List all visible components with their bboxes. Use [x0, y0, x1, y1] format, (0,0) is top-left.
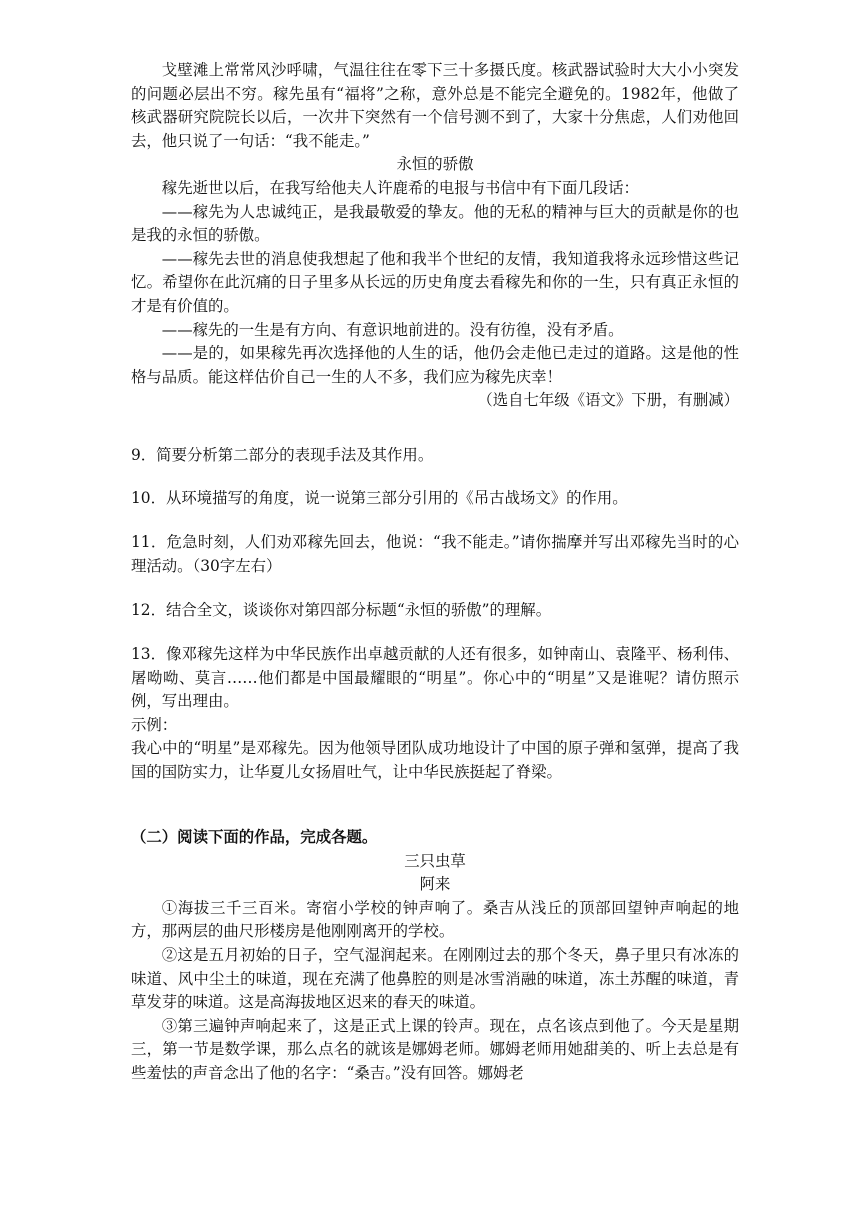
question: 11．危急时刻，人们劝邓稼先回去，他说：“我不能走。”请你揣摩并写出邓稼先当时的心理活动。（30字左右）	[131, 533, 739, 575]
question: 9．简要分析第二部分的表现手法及其作用。	[131, 446, 434, 464]
passage-part2	[131, 826, 739, 1086]
paragraph: 稼先逝世以后，在我写给他夫人许鹿希的电报与书信中有下面几段话：	[161, 178, 639, 197]
source-note: （选自七年级《语文》下册，有删减）	[477, 391, 739, 410]
paragraph: 戈壁滩上常常风沙呼啸，气温往往在零下三十多摄氏度。核武器试验时大大小小突发的问题必层出不穷。稼先虽有“福将”之称，意外总是不能完全避免的。1982年，他做了核武器研究院院长以后，一次井下突然有一个信号测不到了，大家十分焦虑，人们劝他回去，他只说了一句话：“我不能走。”	[131, 61, 739, 150]
question: 13．像邓稼先这样为中华民族作出卓越贡献的人还有很多，如钟南山、袁隆平、杨利伟、屠呦呦、莫言……他们都是中国最耀眼的“明星”。你心中的“明星”又是谁呢？请仿照示例，写出理由。	[131, 645, 739, 711]
quote-paragraph: ——稼先为人忠诚纯正，是我最敬爱的挚友。他的无私的精神与巨大的贡献是你的也是我的永恒的骄傲。	[131, 202, 739, 245]
article-title: 三只虫草	[404, 851, 466, 870]
paragraph: ①海拔三千三百米。寄宿小学校的钟声响了。桑吉从浅丘的顶部回望钟声响起的地方，那两层的曲尺形楼房是他刚刚离开的学校。	[131, 898, 739, 941]
article-author: 阿来	[419, 875, 451, 894]
paragraph: ③第三遍钟声响起来了，这是正式上课的铃声。现在，点名该点到他了。今天是星期三，第一节是数学课，那么点名的就该是娜姆老师。娜姆老师用她甜美的、听上去总是有些羞怯的声音念出了他的名字：“桑吉。”没有回答。娜姆老	[131, 1016, 739, 1082]
quote-paragraph: ——稼先去世的消息使我想起了他和我半个世纪的友情，我知道我将永远珍惜这些记忆。希望你在此沉痛的日子里多从长远的历史角度去看稼先和你的一生，只有真正永恒的才是有价值的。	[131, 249, 739, 315]
example-text: 我心中的“明星”是邓稼先。因为他领导团队成功地设计了中国的原子弹和氢弹，提高了我国的国防实力，让华夏儿女扬眉吐气，让中华民族挺起了脊梁。	[131, 739, 739, 781]
question: 12．结合全文，谈谈你对第四部分标题“永恒的骄傲”的理解。	[131, 601, 552, 619]
question-11	[131, 531, 739, 578]
section-heading: （二）阅读下面的作品，完成各题。	[131, 828, 378, 846]
example-label: 示例：	[131, 715, 178, 734]
question-12	[131, 599, 739, 623]
quote-paragraph: ——稼先的一生是有方向、有意识地前进的。没有彷徨，没有矛盾。	[161, 320, 624, 339]
question-10	[131, 487, 739, 511]
section-heading: 永恒的骄傲	[396, 155, 474, 174]
question-13	[131, 643, 739, 785]
paragraph: ②这是五月初始的日子，空气湿润起来。在刚刚过去的那个冬天，鼻子里只有冰冻的味道、风中尘土的味道，现在充满了他鼻腔的则是冰雪消融的味道，冻土苏醒的味道，青草发芽的味道。这是高海拔地区迟来的春天的味道。	[131, 945, 739, 1012]
question-9	[131, 444, 739, 468]
passage-part1	[131, 59, 739, 413]
question: 10．从环境描写的角度，说一说第三部分引用的《吊古战场文》的作用。	[131, 489, 628, 507]
quote-paragraph: ——是的，如果稼先再次选择他的人生的话，他仍会走他已走过的道路。这是他的性格与品质。能这样估价自己一生的人不多，我们应为稼先庆幸！	[131, 344, 739, 386]
